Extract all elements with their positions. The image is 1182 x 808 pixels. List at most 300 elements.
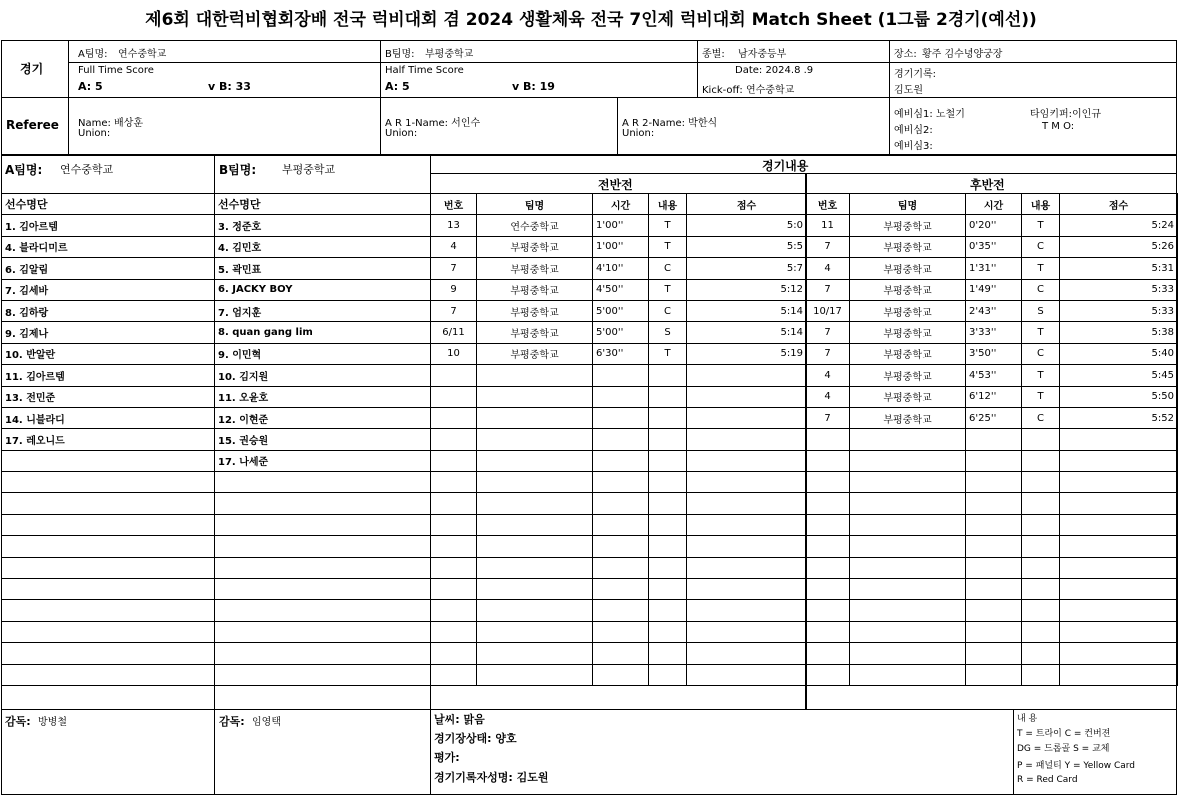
divider [68, 40, 69, 98]
category-value: 남자중등부 [738, 49, 787, 60]
event-row [806, 365, 1178, 386]
event-cell [593, 557, 649, 578]
event-cell: 부평중학교 [850, 322, 966, 343]
player-row [2, 600, 215, 621]
event-cell [593, 365, 649, 386]
event-cell: T [1022, 365, 1060, 386]
event-cell: T [649, 279, 687, 300]
event-cell [431, 407, 477, 428]
team-a-roster [1, 193, 215, 686]
category-label: 종별: [702, 49, 725, 60]
event-cell [649, 407, 687, 428]
event-cell [1060, 493, 1178, 514]
event-cell [806, 557, 850, 578]
event-cell [431, 643, 477, 664]
player-name: 11. 오윤호 [215, 386, 431, 407]
event-row [806, 386, 1178, 407]
event-cell [1022, 429, 1060, 450]
event-cell [477, 621, 593, 642]
event-cell: 부평중학교 [850, 407, 966, 428]
event-cell [431, 557, 477, 578]
event-cell: 5:26 [1060, 236, 1178, 257]
event-cell [687, 536, 807, 557]
player-row [215, 258, 431, 279]
event-row [431, 343, 807, 364]
event-cell [593, 429, 649, 450]
event-cell: C [1022, 407, 1060, 428]
event-row [431, 215, 807, 236]
event-cell [850, 643, 966, 664]
player-row [215, 643, 431, 664]
event-cell [850, 557, 966, 578]
event-cell: 5:5 [687, 236, 807, 257]
first-half-table [430, 193, 807, 686]
column-header: 시간 [966, 194, 1022, 215]
player-name [2, 600, 215, 621]
event-row [806, 600, 1178, 621]
recorder-signature: 경기기록자성명: 김도원 [434, 771, 549, 784]
reserve-2: 예비심2: [894, 125, 933, 136]
event-cell: 부평중학교 [477, 322, 593, 343]
venue-value: 황주 김수녕양궁장 [922, 49, 1003, 60]
player-row [215, 493, 431, 514]
event-cell [806, 472, 850, 493]
event-cell [1060, 579, 1178, 600]
events-header: 경기내용 [762, 159, 809, 173]
player-row [2, 472, 215, 493]
event-cell [806, 429, 850, 450]
event-cell [593, 664, 649, 685]
player-name: 8. quan gang lim [215, 322, 431, 343]
team-b-label: B팀명: [385, 49, 415, 60]
event-cell: T [1022, 386, 1060, 407]
event-cell [649, 536, 687, 557]
player-row [215, 279, 431, 300]
player-name [215, 621, 431, 642]
event-cell: 4 [806, 386, 850, 407]
event-cell [593, 600, 649, 621]
event-cell [1060, 621, 1178, 642]
event-cell [477, 429, 593, 450]
event-cell [966, 600, 1022, 621]
event-cell [966, 450, 1022, 471]
event-cell: 6'30'' [593, 343, 649, 364]
event-cell [593, 386, 649, 407]
event-cell [850, 600, 966, 621]
event-cell: 5:33 [1060, 279, 1178, 300]
event-cell [477, 493, 593, 514]
event-cell [1060, 450, 1178, 471]
column-header: 팀명 [850, 194, 966, 215]
event-cell: 10 [431, 343, 477, 364]
event-row [806, 536, 1178, 557]
player-name: 15. 권승원 [215, 429, 431, 450]
event-cell [593, 493, 649, 514]
event-row [431, 621, 807, 642]
team-a-header-name: 연수중학교 [60, 163, 114, 176]
event-cell: 9 [431, 279, 477, 300]
event-cell [431, 450, 477, 471]
event-cell: 0'35'' [966, 236, 1022, 257]
event-row [431, 493, 807, 514]
event-cell [1022, 557, 1060, 578]
event-cell [431, 579, 477, 600]
event-cell: 부평중학교 [477, 236, 593, 257]
event-cell [966, 579, 1022, 600]
divider [214, 709, 215, 795]
player-row [2, 386, 215, 407]
team-a-label: A팀명: [78, 49, 108, 60]
event-cell: 13 [431, 215, 477, 236]
player-row [2, 215, 215, 236]
event-row [806, 621, 1178, 642]
event-cell [850, 450, 966, 471]
player-row [215, 472, 431, 493]
event-cell [431, 386, 477, 407]
event-cell [850, 429, 966, 450]
event-cell [649, 450, 687, 471]
event-cell: 10/17 [806, 300, 850, 321]
player-row [215, 300, 431, 321]
event-cell: 5:40 [1060, 343, 1178, 364]
player-name: 4. 블라디미르 [2, 236, 215, 257]
event-cell: 부평중학교 [477, 279, 593, 300]
player-row [2, 579, 215, 600]
event-cell [649, 664, 687, 685]
event-row [806, 236, 1178, 257]
event-cell: 1'00'' [593, 236, 649, 257]
event-cell [966, 557, 1022, 578]
team-b-header-name: 부평중학교 [282, 163, 336, 176]
coach-b-name: 임영택 [252, 717, 281, 728]
player-row [215, 536, 431, 557]
event-cell [1022, 664, 1060, 685]
divider [68, 97, 69, 155]
event-cell [477, 365, 593, 386]
event-cell [966, 536, 1022, 557]
player-row [215, 621, 431, 642]
player-name: 9. 이민혁 [215, 343, 431, 364]
event-cell: 3'50'' [966, 343, 1022, 364]
event-cell: 5:33 [1060, 300, 1178, 321]
first-half-header: 전반전 [598, 178, 633, 192]
ar2-union: Union: [622, 128, 655, 139]
event-cell: 6'25'' [966, 407, 1022, 428]
event-cell [477, 450, 593, 471]
event-row [431, 514, 807, 535]
player-row [215, 215, 431, 236]
player-name: 4. 김민호 [215, 236, 431, 257]
event-row [431, 600, 807, 621]
player-name: 7. 엄지훈 [215, 300, 431, 321]
event-row [431, 579, 807, 600]
event-cell [850, 664, 966, 685]
divider [68, 62, 1177, 63]
divider [1013, 709, 1014, 795]
event-cell [593, 643, 649, 664]
tmo: T M O: [1042, 121, 1075, 132]
event-cell: 5:52 [1060, 407, 1178, 428]
column-header: 번호 [431, 194, 477, 215]
player-row [2, 643, 215, 664]
referee-name: Name: 배상훈 [78, 118, 144, 129]
event-cell: 7 [806, 279, 850, 300]
half-time-label: Half Time Score [385, 65, 464, 76]
event-row [431, 407, 807, 428]
player-row [215, 236, 431, 257]
player-row [2, 429, 215, 450]
second-half-table [805, 193, 1178, 686]
player-row [2, 621, 215, 642]
event-cell: 4'53'' [966, 365, 1022, 386]
player-name [2, 621, 215, 642]
event-row [806, 664, 1178, 685]
event-cell [649, 557, 687, 578]
event-cell: 4 [806, 365, 850, 386]
full-time-a: A: 5 [78, 80, 103, 93]
event-cell: 7 [806, 343, 850, 364]
event-cell [1060, 600, 1178, 621]
event-cell: T [1022, 322, 1060, 343]
referee-label: Referee [6, 118, 59, 132]
coach-a-name: 방병철 [38, 717, 67, 728]
player-row [215, 600, 431, 621]
evaluation: 평가: [434, 751, 460, 764]
event-cell: T [649, 236, 687, 257]
event-cell [1060, 536, 1178, 557]
event-cell: 부평중학교 [850, 343, 966, 364]
event-cell [1022, 493, 1060, 514]
footer-box [1, 709, 1177, 795]
event-cell: C [1022, 236, 1060, 257]
players-header: 선수명단 [2, 194, 215, 215]
event-cell: 연수중학교 [477, 215, 593, 236]
event-cell [431, 429, 477, 450]
event-cell [593, 450, 649, 471]
player-name [2, 557, 215, 578]
event-cell: C [649, 300, 687, 321]
event-row [431, 300, 807, 321]
player-name: 6. JACKY BOY [215, 279, 431, 300]
legend-line: P = 패널티 Y = Yellow Card [1017, 761, 1136, 771]
event-cell [850, 472, 966, 493]
event-cell [1022, 472, 1060, 493]
event-cell [806, 600, 850, 621]
event-cell [806, 664, 850, 685]
event-cell: 5'00'' [593, 322, 649, 343]
event-cell: 7 [431, 258, 477, 279]
player-name [215, 472, 431, 493]
event-cell: 6/11 [431, 322, 477, 343]
event-row [806, 279, 1178, 300]
event-cell: 부평중학교 [477, 343, 593, 364]
event-cell [806, 450, 850, 471]
event-cell [850, 493, 966, 514]
event-row [431, 365, 807, 386]
event-cell [687, 514, 807, 535]
event-cell: 1'00'' [593, 215, 649, 236]
event-cell: 5:14 [687, 300, 807, 321]
field-condition: 경기장상태: 양호 [434, 732, 517, 745]
event-row [431, 429, 807, 450]
ar1-union: Union: [385, 128, 418, 139]
event-cell [431, 536, 477, 557]
player-name [215, 579, 431, 600]
event-row [431, 450, 807, 471]
event-cell: 부평중학교 [850, 386, 966, 407]
ar1-name: A R 1-Name: 서인수 [385, 118, 481, 129]
event-cell: S [1022, 300, 1060, 321]
second-half-header: 후반전 [970, 178, 1005, 192]
team-a-name: 연수중학교 [118, 49, 167, 60]
player-name: 7. 김세바 [2, 279, 215, 300]
column-header: 점수 [687, 194, 807, 215]
event-cell: 0'20'' [966, 215, 1022, 236]
event-cell [477, 472, 593, 493]
event-cell: 5:14 [687, 322, 807, 343]
player-row [215, 386, 431, 407]
event-cell: T [649, 343, 687, 364]
column-header: 번호 [806, 194, 850, 215]
divider [430, 709, 431, 795]
event-row [806, 472, 1178, 493]
player-row [2, 493, 215, 514]
event-cell [649, 493, 687, 514]
player-row [215, 557, 431, 578]
player-name [2, 514, 215, 535]
event-cell: 5:0 [687, 215, 807, 236]
event-cell [806, 536, 850, 557]
event-cell [593, 621, 649, 642]
player-name: 14. 니블라디 [2, 407, 215, 428]
team-b-name: 부평중학교 [425, 49, 474, 60]
event-row [806, 258, 1178, 279]
event-cell [593, 472, 649, 493]
player-name: 10. 반알란 [2, 343, 215, 364]
reserve-3: 예비심3: [894, 141, 933, 152]
event-cell: 7 [806, 322, 850, 343]
event-cell: 5:24 [1060, 215, 1178, 236]
player-name: 12. 이현준 [215, 407, 431, 428]
kickoff: Kick-off: 연수중학교 [702, 85, 795, 96]
event-row [431, 664, 807, 685]
event-cell: 4 [431, 236, 477, 257]
event-row [431, 236, 807, 257]
player-name: 13. 전민준 [2, 386, 215, 407]
event-cell [687, 429, 807, 450]
timekeeper: 타임키퍼:이인규 [1030, 109, 1101, 120]
divider [889, 97, 890, 155]
player-name: 8. 김하랑 [2, 300, 215, 321]
referee-union: Union: [78, 128, 111, 139]
event-cell: 부평중학교 [850, 215, 966, 236]
event-cell: 7 [806, 236, 850, 257]
event-row [806, 643, 1178, 664]
event-cell [966, 621, 1022, 642]
event-cell [687, 472, 807, 493]
legend-line: DG = 드롭골 S = 교체 [1017, 744, 1110, 754]
event-row [806, 514, 1178, 535]
event-row [806, 215, 1178, 236]
event-row [806, 322, 1178, 343]
event-row [431, 386, 807, 407]
event-cell: 1'49'' [966, 279, 1022, 300]
event-cell [850, 514, 966, 535]
event-cell [687, 664, 807, 685]
player-row [2, 236, 215, 257]
event-cell: 5'00'' [593, 300, 649, 321]
player-name [2, 450, 215, 471]
event-cell [1022, 536, 1060, 557]
event-cell: 11 [806, 215, 850, 236]
event-cell [431, 514, 477, 535]
player-row [2, 450, 215, 471]
event-cell [431, 621, 477, 642]
event-row [431, 472, 807, 493]
player-name: 5. 곽민표 [215, 258, 431, 279]
divider [889, 40, 890, 98]
full-time-b: v B: 33 [208, 80, 251, 93]
event-cell [649, 386, 687, 407]
event-cell [1060, 472, 1178, 493]
event-cell: 부평중학교 [850, 258, 966, 279]
player-row [2, 300, 215, 321]
player-name: 1. 김아르템 [2, 215, 215, 236]
event-cell: C [1022, 343, 1060, 364]
event-cell: C [1022, 279, 1060, 300]
event-cell [477, 600, 593, 621]
divider [617, 97, 618, 155]
player-name: 6. 김알림 [2, 258, 215, 279]
recorder-label: 경기기록: [894, 69, 937, 80]
event-cell [649, 600, 687, 621]
event-cell: 부평중학교 [477, 258, 593, 279]
event-cell [593, 514, 649, 535]
player-row [215, 514, 431, 535]
event-cell: 부평중학교 [850, 236, 966, 257]
event-cell [431, 365, 477, 386]
event-cell [687, 600, 807, 621]
player-name [215, 600, 431, 621]
event-cell: 7 [431, 300, 477, 321]
player-row [215, 579, 431, 600]
player-name [215, 536, 431, 557]
event-cell [477, 407, 593, 428]
match-date: Date: 2024.8 .9 [735, 65, 814, 76]
column-header: 시간 [593, 194, 649, 215]
event-cell [966, 493, 1022, 514]
event-cell [687, 493, 807, 514]
player-name: 9. 김제나 [2, 322, 215, 343]
event-cell: 1'31'' [966, 258, 1022, 279]
event-cell: 5:38 [1060, 322, 1178, 343]
event-cell [966, 514, 1022, 535]
event-cell [1022, 643, 1060, 664]
weather: 날씨: 맑음 [434, 713, 485, 726]
event-cell: 5:50 [1060, 386, 1178, 407]
event-row [806, 493, 1178, 514]
event-cell: S [649, 322, 687, 343]
event-cell: C [649, 258, 687, 279]
event-cell [806, 514, 850, 535]
reserve-1: 예비심1: 노철기 [894, 109, 965, 120]
event-cell [649, 643, 687, 664]
event-cell [687, 621, 807, 642]
player-row [2, 407, 215, 428]
event-cell [1060, 664, 1178, 685]
event-cell [477, 664, 593, 685]
page-title: 제6회 대한럭비협회장배 전국 럭비대회 겸 2024 생활체육 전국 7인제 럭비대회 Match Sheet (1그룹 2경기(예선)) [145, 10, 1037, 30]
